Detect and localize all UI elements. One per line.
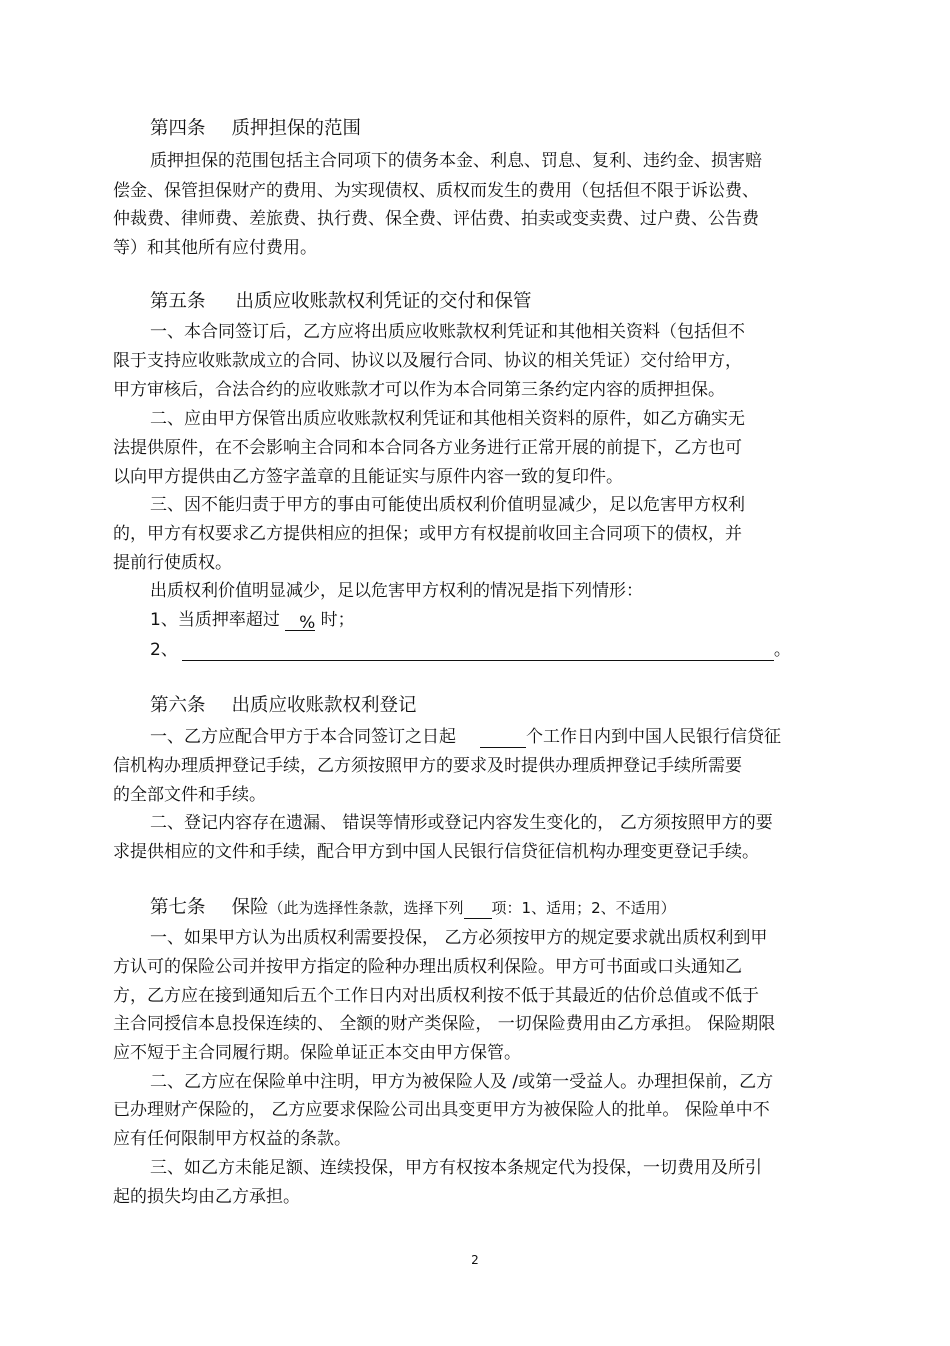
article-6-heading [150,695,417,717]
article-7-p1-line-5: 应不短于主合同履行期。保险单证正本交由甲方保管。 [113,1043,521,1063]
article-5-p1-line-2: 限于支持应收账款成立的合同、协议以及履行合同、协议的相关凭证）交付给甲方， [113,351,742,371]
article-7-p3-line-2: 起的损失均由乙方承担。 [113,1187,300,1207]
article-4-line-1: 质押担保的范围包括主合同项下的债务本金、利息、罚息、复利、违约金、损害赔 [150,151,762,171]
option-blank [464,903,492,919]
article-6-p1-line-3: 的全部文件和手续。 [113,785,266,805]
article-5-p3-line-1: 三、因不能归责于甲方的事由可能使出质权利价值明显减少，足以危害甲方权利 [150,495,745,515]
article-5-condition-intro: 出质权利价值明显减少，足以危害甲方权利的情况是指下列情形： [150,581,643,601]
article-7-p2-line-1: 二、乙方应在保险单中注明，甲方为被保险人及 /或第一受益人。办理担保前，乙方 [150,1072,774,1092]
working-days-blank [480,729,526,748]
article-4-line-3: 仲裁费、律师费、差旅费、执行费、保全费、评估费、拍卖或变卖费、过户费、公告费 [113,209,759,229]
article-5-p3-line-3: 提前行使质权。 [113,553,232,573]
article-4-line-4: 等）和其他所有应付费用。 [113,238,317,258]
article-6-p2-line-2: 求提供相应的文件和手续，配合甲方到中国人民银行信贷征信机构办理变更登记手续。 [113,842,759,862]
article-7-p1-line-2: 方认可的保险公司并按甲方指定的险种办理出质权利保险。甲方可书面或口头通知乙 [113,957,742,977]
article-5-p3-line-2: 的，甲方有权要求乙方提供相应的担保；或甲方有权提前收回主合同项下的债权，并 [113,524,742,544]
article-6-p2-line-1: 二、登记内容存在遗漏、 错误等情形或登记内容发生变化的， 乙方须按照甲方的要 [150,813,773,833]
article-7-p1-line-4: 主合同授信本息投保连续的、 全额的财产类保险， 一切保险费用由乙方承担。 保险期限 [113,1014,776,1034]
article-4-line-2: 偿金、保管担保财产的费用、为实现债权、质权而发生的费用（包括但不限于诉讼费、 [113,181,759,201]
article-7-p3-line-1: 三、如乙方未能足额、连续投保，甲方有权按本条规定代为投保，一切费用及所引 [150,1158,762,1178]
article-5-p1-line-3: 甲方审核后，合法合约的应收账款才可以作为本合同第三条约定内容的质押担保。 [113,380,725,400]
article-7-p2-line-3: 应有任何限制甲方权益的条款。 [113,1129,351,1149]
article-7-optional-note: （此为选择性条款，选择下列 [268,899,464,917]
page-number: 2 [471,1253,479,1267]
article-5-title: 出质应收账款权利凭证的交付和保管 [235,291,532,312]
article-5-heading [150,291,532,313]
article-4-title: 质押担保的范围 [231,118,362,139]
article-4-heading [150,118,361,140]
article-7-p1-line-3: 方，乙方应在接到通知后五个工作日内对出质权利按不低于其最近的估价总值或不低于 [113,986,759,1006]
article-7-heading: 第七条 保险（此为选择性条款，选择下列 项：1、适用；2、不适用） [150,897,676,918]
article-4-number: 第四条 [150,118,206,139]
article-6-p1-line-2: 信机构办理质押登记手续，乙方须按照甲方的要求及时提供办理质押登记手续所需要 [113,756,742,776]
article-6-number: 第六条 [150,695,206,716]
article-5-p2-line-2: 法提供原件，在不会影响主合同和本合同各方业务进行正常开展的前提下，乙方也可 [113,438,742,458]
article-5-item-2: 2、 。 [150,640,791,660]
article-6-title: 出质应收账款权利登记 [231,695,417,716]
article-7-number: 第七条 [150,897,206,918]
article-5-p2-line-3: 以向甲方提供由乙方签字盖章的且能证实与原件内容一致的复印件。 [113,467,623,487]
pledge-rate-blank: % [285,612,315,631]
article-7-title: 保险 [231,897,269,918]
article-5-p1-line-1: 一、本合同签订后，乙方应将出质应收账款权利凭证和其他相关资料（包括但不 [150,322,745,342]
article-5-number: 第五条 [150,291,206,312]
article-6-p1-line-1: 一、乙方应配合甲方于本合同签订之日起 个工作日内到中国人民银行信贷征 [150,727,781,747]
article-5-item-1: 1、当质押率超过 % 时； [150,610,355,633]
item-2-blank-line [182,642,774,661]
article-7-p1-line-1: 一、如果甲方认为出质权利需要投保， 乙方必须按甲方的规定要求就出质权利到甲 [150,928,768,948]
article-5-p2-line-1: 二、应由甲方保管出质应收账款权利凭证和其他相关资料的原件，如乙方确实无 [150,409,745,429]
article-7-p2-line-2: 已办理财产保险的， 乙方应要求保险公司出具变更甲方为被保险人的批单。 保险单中不 [113,1100,770,1120]
